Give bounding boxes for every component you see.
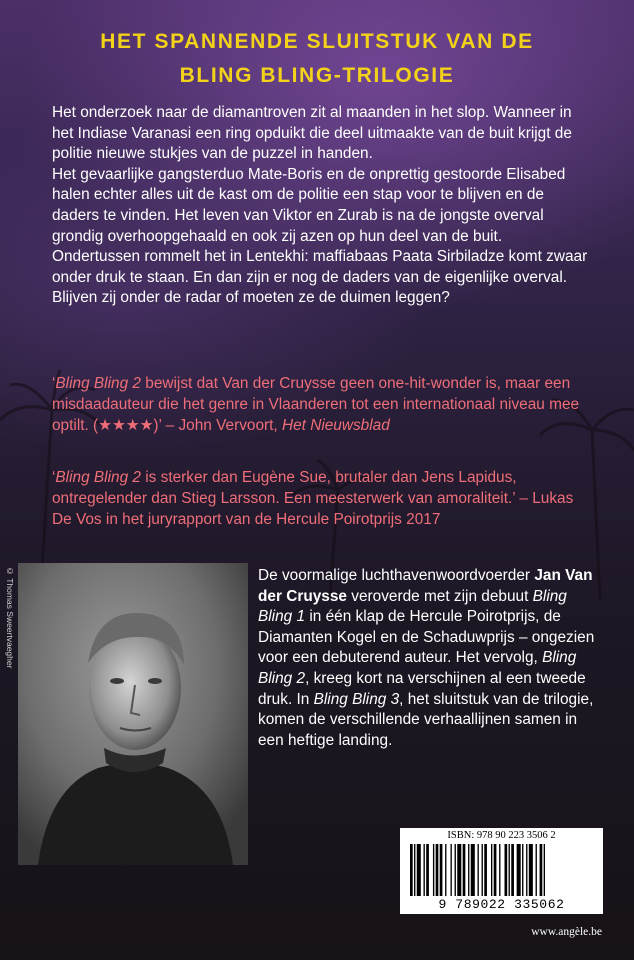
isbn-barcode: [400, 828, 603, 914]
quote-open-mark: ‘: [52, 375, 56, 392]
book-title-2: Bling Bling 2: [258, 649, 577, 687]
barcode-bar: [457, 844, 461, 896]
review-quote-1: [52, 373, 597, 436]
author-portrait-image: [18, 563, 248, 865]
barcode-bar: [499, 844, 500, 896]
headline-line-1: HET SPANNENDE SLUITSTUK VAN DE: [100, 30, 534, 53]
barcode-bar: [417, 844, 421, 896]
author-photo: [18, 563, 248, 865]
bio-text: , het sluitstuk van de trilogie, komen de verschillende verhaallijnen samen in een heftige landing.: [258, 690, 594, 749]
book-title-1: Bling Bling 1: [258, 587, 567, 626]
barcode-number: 9 789022 335062: [438, 897, 565, 912]
barcode-bar: [522, 844, 523, 896]
barcode-bar: [433, 844, 434, 896]
quote-source: Het Nieuwsblad: [281, 417, 390, 434]
synopsis: [52, 103, 592, 309]
barcode-bar: [482, 844, 483, 896]
barcode-bar: [484, 844, 487, 896]
photo-credit: © Thomas Sweertvaegher: [5, 566, 15, 669]
barcode-bar: [544, 844, 545, 896]
review-quote-2: [52, 467, 597, 530]
quote-book-title: Bling Bling 2: [55, 375, 141, 392]
barcode-bar: [511, 844, 514, 896]
barcode-bar: [529, 844, 533, 896]
barcode-bar: [505, 844, 508, 896]
barcode-bar: [451, 844, 452, 896]
barcode-bar: [491, 844, 492, 896]
barcode-bars: [406, 844, 597, 896]
barcode-bar: [463, 844, 466, 896]
barcode-bar: [410, 844, 413, 896]
quote-open-mark: ‘: [52, 469, 56, 486]
quote-book-title: Bling Bling 2: [55, 469, 141, 486]
bio-text: De voormalige luchthavenwoordvoerder: [258, 567, 535, 584]
barcode-bar: [436, 844, 439, 896]
synopsis-paragraph-2: Het gevaarlijke gangsterduo Mate-Boris en de onprettig gestoorde Elisabed halen echter alles uit de kast om de politie een stap voor te blijven en de daders te vinden. Het leven van Viktor en Zurab is na de jongste overval grondig overhoopgehaald en ook zij azen op hun deel van de buit. Ondertussen rommelt het in Lentekhi: maffiabaas Paata Sirbiladze komt zwaar onder druk te staan. En dan zijn er nog de daders van de eigenlijke overval. Blijven zij onder de radar of moeten ze de duimen leggen?: [52, 165, 588, 307]
quote-text: is sterker dan Eugène Sue, brutaler dan Jens Lapidus, ontregelender dan Stieg Larsson. Een meesterwerk van amoraliteit.’ – Lukas De Vos in het juryrapport van de Hercule Poirotprijs 2017: [52, 469, 574, 528]
barcode-bar: [478, 844, 479, 896]
bio-text: , kreeg kort na verschijnen al een tweede druk. In: [258, 669, 586, 708]
author-name: Jan Van der Cruysse: [258, 567, 593, 605]
barcode-bar: [440, 844, 443, 896]
barcode-bar: [536, 844, 537, 896]
author-bio: [258, 566, 603, 751]
palm-tree-silhouettes: [0, 300, 634, 600]
barcode-bar: [426, 844, 429, 896]
isbn-label: ISBN: 978 90 223 3506 2: [447, 830, 556, 841]
barcode-bar: [424, 844, 425, 896]
book-title-3: Bling Bling 3: [313, 690, 400, 708]
barcode-bar: [455, 844, 456, 896]
barcode-bar: [540, 844, 543, 896]
barcode-bar: [526, 844, 527, 896]
quote-text: bewijst dat Van der Cruysse geen one-hit-wonder is, maar een misdaadauteur die het genre in Vlaanderen tot een internationaal niveau mee optilt. (★★★★)’ – John Vervoort,: [52, 375, 580, 434]
barcode-bar: [445, 844, 446, 896]
headline-line-2: BLING BLING-TRILOGIE: [179, 64, 455, 87]
barcode-bar: [471, 844, 475, 896]
bio-text: veroverde met zijn debuut: [346, 587, 533, 605]
bio-text: in één klap de Hercule Poirotprijs, de Diamanten Kogel en de Schaduwprijs – ongezien voor een debuterend auteur. Het vervolg,: [258, 608, 595, 667]
publisher-website: www.angèle.be: [531, 926, 602, 938]
barcode-bar: [414, 844, 415, 896]
barcode-bar: [517, 844, 521, 896]
barcode-bar: [509, 844, 510, 896]
barcode-bar: [468, 844, 469, 896]
barcode-bar: [494, 844, 497, 896]
synopsis-paragraph-1: Het onderzoek naar de diamantroven zit al maanden in het slop. Wanneer in het Indiase Varanasi een ring opduikt die deel uitmaakte van de buit krijgt de politie nieuwe stukjes van de puzzel in handen.: [52, 104, 572, 163]
